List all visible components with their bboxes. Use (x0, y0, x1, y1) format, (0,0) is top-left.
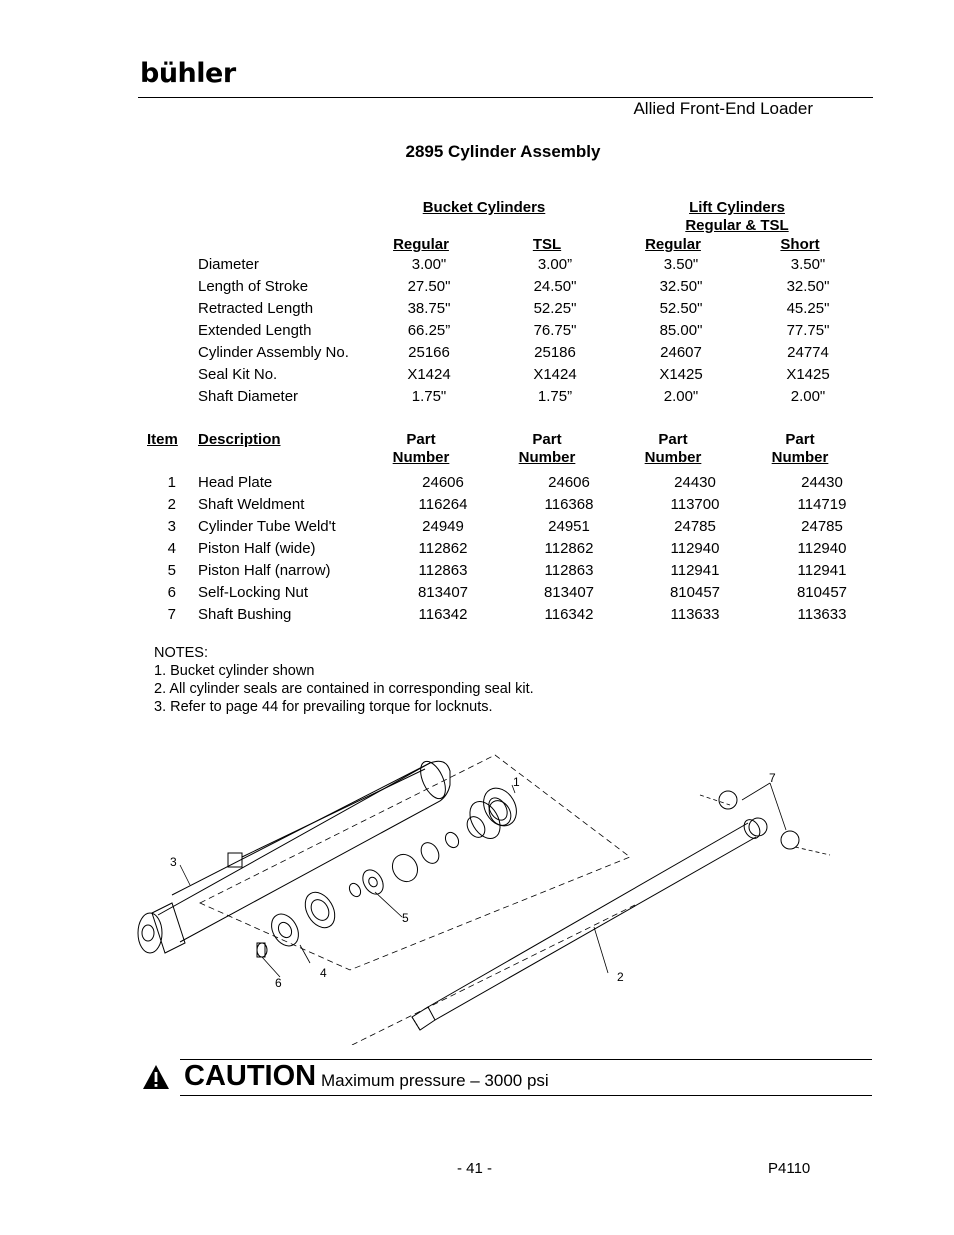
number-header-2: Number (518, 449, 576, 466)
number-header-3: Number (644, 449, 702, 466)
part-number: 112940 (670, 539, 720, 557)
item-number: 2 (167, 495, 176, 513)
table-row (190, 253, 858, 275)
item-description: Cylinder Tube Weld't (198, 517, 336, 535)
table-row (140, 581, 872, 603)
spec-value: 3.00” (537, 255, 573, 273)
item-description: Self-Locking Nut (198, 583, 309, 601)
part-number: 116342 (544, 605, 594, 623)
spec-label: Cylinder Assembly No. (198, 343, 349, 361)
part-number: 810457 (669, 583, 721, 601)
part-number: 113633 (670, 605, 720, 623)
spec-label: Length of Stroke (198, 277, 309, 295)
table-row (190, 275, 858, 297)
note-item: 2. All cylinder seals are contained in corresponding seal kit. (154, 681, 534, 697)
part-number: 114719 (797, 495, 847, 513)
part-number: 813407 (417, 583, 469, 601)
spec-value: 66.25” (407, 321, 451, 339)
table-row (140, 559, 872, 581)
callout-3: 3 (170, 855, 177, 869)
item-description: Shaft Weldment (198, 495, 305, 513)
page-number: - 41 - (457, 1160, 493, 1177)
part-number: 24785 (674, 517, 716, 535)
callout-6: 6 (275, 976, 282, 990)
table-row (140, 471, 872, 493)
table-row (140, 493, 872, 515)
callout-7: 7 (769, 771, 776, 785)
page-title: 2895 Cylinder Assembly (405, 142, 601, 161)
spec-value: 24774 (787, 343, 829, 361)
caution-label: CAUTION (184, 1060, 317, 1092)
number-header-4: Number (771, 449, 829, 466)
item-description: Piston Half (narrow) (198, 561, 331, 579)
nut-drawing (257, 943, 267, 957)
spec-value: 32.50" (659, 277, 703, 295)
spec-value: 24607 (660, 343, 702, 361)
spec-value: 3.50" (790, 255, 826, 273)
part-number: 24949 (422, 517, 464, 535)
spec-value: 2.00" (790, 387, 826, 405)
part-number: 112863 (544, 561, 594, 579)
part-number: 810457 (796, 583, 848, 601)
part-number: 113633 (797, 605, 847, 623)
spec-label: Retracted Length (198, 299, 314, 317)
spec-value: 1.75" (411, 387, 447, 405)
lift-cylinders-header: Lift Cylinders (689, 199, 785, 216)
table-row (140, 537, 872, 559)
table-row (190, 385, 858, 407)
part-number: 112863 (418, 561, 468, 579)
callout-1: 1 (513, 775, 520, 789)
table-row (140, 515, 872, 537)
part-number: 24430 (674, 473, 716, 491)
seal-rings-drawing (347, 797, 515, 899)
spec-value: 25166 (408, 343, 450, 361)
leader-lines (180, 783, 786, 977)
note-item: 1. Bucket cylinder shown (154, 663, 315, 679)
spec-label: Extended Length (198, 321, 312, 339)
col-header-regular-bucket: Regular (393, 236, 449, 253)
spec-value: 52.50" (659, 299, 703, 317)
spec-value: 52.25" (533, 299, 577, 317)
part-number: 112941 (797, 561, 847, 579)
note-item: 3. Refer to page 44 for prevailing torque for locknuts. (154, 699, 493, 715)
description-header: Description (198, 431, 281, 448)
number-header-1: Number (392, 449, 450, 466)
part-header-2: Part (532, 431, 562, 448)
part-number: 24951 (548, 517, 590, 535)
spec-value: X1425 (786, 365, 830, 383)
spec-value: 3.00" (411, 255, 447, 273)
table-row (190, 297, 858, 319)
item-header: Item (147, 431, 178, 448)
part-number: 113700 (670, 495, 720, 513)
piston-halves-drawing (266, 866, 387, 950)
part-number: 116368 (544, 495, 594, 513)
col-header-tsl: TSL (532, 236, 562, 253)
part-header-3: Part (658, 431, 688, 448)
spec-value: 2.00" (663, 387, 699, 405)
part-header-4: Part (785, 431, 815, 448)
parts-table (140, 471, 872, 625)
callout-5: 5 (402, 911, 409, 925)
part-number: 116264 (418, 495, 468, 513)
bucket-cylinders-header: Bucket Cylinders (422, 199, 546, 216)
item-description: Shaft Bushing (198, 605, 292, 623)
part-number: 813407 (543, 583, 595, 601)
notes-heading: NOTES: (154, 645, 208, 661)
callout-2: 2 (617, 970, 624, 984)
cylinder-exploded-diagram (130, 745, 840, 1045)
part-number: 24785 (801, 517, 843, 535)
item-number: 6 (167, 583, 176, 601)
bushings-drawing (700, 791, 830, 855)
part-number: 116342 (418, 605, 468, 623)
spec-value: 1.75” (537, 387, 573, 405)
col-header-regular-lift: Regular (645, 236, 701, 253)
item-number: 5 (167, 561, 176, 579)
caution-text: Maximum pressure – 3000 psi (321, 1071, 549, 1090)
spec-value: 45.25" (786, 299, 830, 317)
table-row (190, 319, 858, 341)
table-row (190, 363, 858, 385)
part-number: 24606 (422, 473, 464, 491)
callout-4: 4 (320, 966, 327, 980)
table-row (190, 341, 858, 363)
part-number: 24430 (801, 473, 843, 491)
spec-value: 25186 (534, 343, 576, 361)
spec-label: Diameter (198, 255, 259, 273)
spec-value: 27.50" (407, 277, 451, 295)
item-number: 1 (167, 473, 176, 491)
part-number: 24606 (548, 473, 590, 491)
item-description: Piston Half (wide) (198, 539, 316, 557)
spec-value: X1425 (659, 365, 703, 383)
warning-triangle-icon (141, 1063, 171, 1091)
spec-value: 24.50" (533, 277, 577, 295)
header-rule (138, 97, 873, 98)
item-number: 4 (167, 539, 176, 557)
spec-value: 38.75" (407, 299, 451, 317)
item-description: Head Plate (198, 473, 273, 491)
brand-logo: bühler (140, 58, 236, 89)
spec-value: 85.00" (659, 321, 703, 339)
part-number: 112862 (418, 539, 468, 557)
spec-value: X1424 (407, 365, 451, 383)
spec-value: 76.75" (533, 321, 577, 339)
spec-value: 77.75" (786, 321, 830, 339)
item-number: 3 (167, 517, 176, 535)
spec-label: Seal Kit No. (198, 365, 278, 383)
notes-block (154, 644, 534, 716)
spec-value: X1424 (533, 365, 577, 383)
spec-label: Shaft Diameter (198, 387, 299, 405)
part-number: 112862 (544, 539, 594, 557)
spec-table (190, 253, 858, 407)
part-number: 112941 (670, 561, 720, 579)
spec-value: 3.50" (663, 255, 699, 273)
shaft-drawing (412, 817, 763, 1030)
part-header-1: Part (406, 431, 436, 448)
lift-cylinders-subheader: Regular & TSL (685, 217, 789, 234)
table-row (140, 603, 872, 625)
document-code: P4110 (768, 1160, 811, 1177)
item-number: 7 (167, 605, 176, 623)
spec-value: 32.50" (786, 277, 830, 295)
part-number: 112940 (797, 539, 847, 557)
document-subtitle: Allied Front-End Loader (633, 99, 813, 118)
col-header-short: Short (780, 236, 820, 253)
